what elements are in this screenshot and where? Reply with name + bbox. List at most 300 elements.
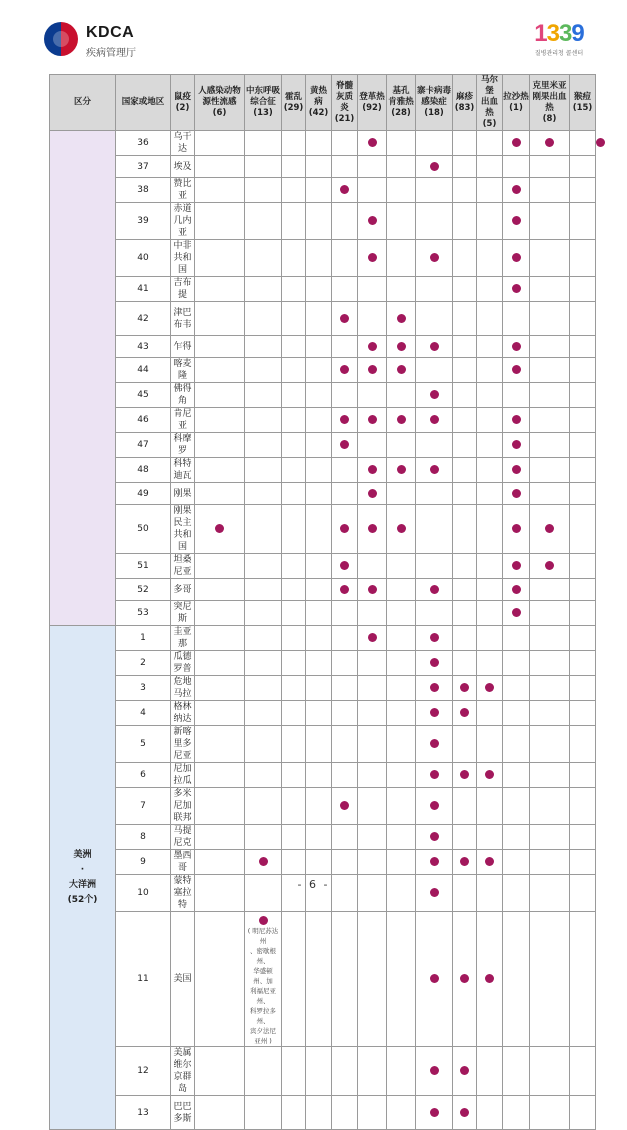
disease-cell xyxy=(477,850,503,875)
disease-cell xyxy=(245,458,282,483)
disease-cell xyxy=(332,178,358,203)
disease-cell xyxy=(195,554,245,579)
row-number: 11 xyxy=(116,912,171,1047)
row-number: 53 xyxy=(116,601,171,626)
table-row xyxy=(50,131,596,156)
disease-cell xyxy=(306,701,332,726)
disease-cell xyxy=(453,178,477,203)
disease-cell xyxy=(195,626,245,651)
hotline-number: 1339 xyxy=(534,20,584,47)
disease-cell xyxy=(416,850,453,875)
disease-cell xyxy=(306,788,332,825)
disease-cell xyxy=(477,788,503,825)
disease-cell xyxy=(306,277,332,302)
country-name: 刚果 xyxy=(171,483,195,505)
table-row xyxy=(50,554,596,579)
disease-cell xyxy=(387,601,416,626)
disease-cell xyxy=(570,1096,596,1130)
disease-cell xyxy=(306,505,332,554)
disease-cell xyxy=(387,178,416,203)
disease-cell xyxy=(570,383,596,408)
disease-cell xyxy=(387,383,416,408)
risk-dot-icon xyxy=(430,974,439,983)
country-name: 圭亚那 xyxy=(171,626,195,651)
risk-dot-icon xyxy=(397,342,406,351)
disease-cell xyxy=(245,240,282,277)
risk-dot-icon xyxy=(460,683,469,692)
disease-cell xyxy=(453,240,477,277)
disease-cell xyxy=(416,1047,453,1096)
disease-cell xyxy=(570,676,596,701)
disease-cell xyxy=(530,302,570,336)
country-name: 多哥 xyxy=(171,579,195,601)
disease-cell xyxy=(416,302,453,336)
disease-cell xyxy=(387,825,416,850)
risk-dot-icon xyxy=(430,390,439,399)
disease-cell xyxy=(570,726,596,763)
disease-cell xyxy=(245,483,282,505)
disease-cell xyxy=(387,1096,416,1130)
risk-dot-icon xyxy=(430,1066,439,1075)
disease-cell xyxy=(332,336,358,358)
table-row xyxy=(50,912,596,1047)
disease-cell xyxy=(358,433,387,458)
disease-cell xyxy=(503,156,530,178)
disease-cell xyxy=(453,1096,477,1130)
disease-cell xyxy=(503,825,530,850)
disease-cell xyxy=(530,383,570,408)
disease-cell xyxy=(570,912,596,1047)
disease-cell xyxy=(282,763,306,788)
country-name: 危地马拉 xyxy=(171,676,195,701)
disease-cell xyxy=(245,912,282,1047)
disease-cell xyxy=(416,383,453,408)
risk-dot-icon xyxy=(430,465,439,474)
disease-cell xyxy=(416,579,453,601)
us-states-note: ( 明尼苏达州 、密歇根州、 华盛顿州、加 利福尼亚州、 科罗拉多州、 宾夕法尼亚州 ) xyxy=(247,927,279,1045)
disease-cell xyxy=(503,240,530,277)
disease-cell xyxy=(195,726,245,763)
disease-cell xyxy=(453,788,477,825)
disease-cell xyxy=(358,651,387,676)
disease-cell xyxy=(332,277,358,302)
disease-cell xyxy=(245,336,282,358)
disease-cell xyxy=(503,579,530,601)
disease-cell xyxy=(416,408,453,433)
risk-dot-icon xyxy=(512,608,521,617)
column-header: 登革热 (92) xyxy=(358,75,387,131)
disease-cell xyxy=(416,676,453,701)
risk-dot-icon xyxy=(430,801,439,810)
disease-cell xyxy=(530,408,570,433)
row-number: 52 xyxy=(116,579,171,601)
table-row xyxy=(50,825,596,850)
disease-cell xyxy=(477,383,503,408)
disease-cell xyxy=(332,601,358,626)
disease-cell xyxy=(503,203,530,240)
risk-dot-icon xyxy=(460,770,469,779)
disease-cell xyxy=(282,788,306,825)
disease-cell xyxy=(503,701,530,726)
disease-cell xyxy=(387,701,416,726)
disease-cell xyxy=(416,203,453,240)
table-row xyxy=(50,358,596,383)
disease-cell xyxy=(358,579,387,601)
risk-dot-icon xyxy=(397,365,406,374)
disease-cell xyxy=(453,763,477,788)
table-row xyxy=(50,601,596,626)
disease-cell xyxy=(387,850,416,875)
risk-dot-icon xyxy=(259,857,268,866)
table-row xyxy=(50,626,596,651)
region-cell-americas-oceania: 美洲 · 大洋洲 (52个) xyxy=(50,626,116,1130)
disease-cell xyxy=(306,336,332,358)
disease-cell xyxy=(282,458,306,483)
country-name: 格林纳达 xyxy=(171,701,195,726)
country-name: 乍得 xyxy=(171,336,195,358)
disease-cell xyxy=(306,850,332,875)
disease-cell xyxy=(477,601,503,626)
risk-dot-icon xyxy=(430,739,439,748)
disease-cell xyxy=(358,178,387,203)
disease-cell xyxy=(195,178,245,203)
disease-cell xyxy=(358,825,387,850)
disease-cell xyxy=(387,554,416,579)
disease-cell xyxy=(453,458,477,483)
disease-cell xyxy=(477,763,503,788)
disease-cell xyxy=(570,579,596,601)
risk-dot-icon xyxy=(340,415,349,424)
disease-cell xyxy=(282,178,306,203)
disease-cell xyxy=(306,131,332,156)
disease-cell xyxy=(453,912,477,1047)
country-name: 埃及 xyxy=(171,156,195,178)
disease-cell xyxy=(387,277,416,302)
disease-cell xyxy=(453,554,477,579)
disease-cell xyxy=(332,626,358,651)
disease-cell xyxy=(530,676,570,701)
risk-dot-icon xyxy=(430,658,439,667)
disease-cell xyxy=(195,505,245,554)
disease-cell xyxy=(503,131,530,156)
disease-cell xyxy=(358,1096,387,1130)
disease-cell xyxy=(503,505,530,554)
risk-dot-icon xyxy=(460,1108,469,1117)
disease-cell xyxy=(416,178,453,203)
disease-cell xyxy=(570,505,596,554)
column-header: 中东呼吸 综合征 (13) xyxy=(245,75,282,131)
disease-cell xyxy=(387,651,416,676)
risk-dot-icon xyxy=(430,162,439,171)
disease-cell xyxy=(477,203,503,240)
table-row xyxy=(50,383,596,408)
disease-cell xyxy=(332,505,358,554)
disease-cell xyxy=(195,408,245,433)
disease-cell xyxy=(306,358,332,383)
disease-cell xyxy=(245,554,282,579)
column-header: 国家或地区 xyxy=(116,75,171,131)
disease-cell xyxy=(570,651,596,676)
risk-dot-icon xyxy=(340,524,349,533)
disease-cell xyxy=(477,131,503,156)
disease-cell xyxy=(332,701,358,726)
disease-cell xyxy=(282,554,306,579)
disease-cell xyxy=(387,358,416,383)
disease-cell xyxy=(477,701,503,726)
infectious-disease-country-table xyxy=(49,74,596,1130)
disease-cell xyxy=(245,1047,282,1096)
disease-cell xyxy=(245,726,282,763)
hotline-subtitle: 질병관리청 콜센터 xyxy=(534,50,584,57)
disease-cell xyxy=(570,788,596,825)
disease-cell xyxy=(477,726,503,763)
table-row xyxy=(50,458,596,483)
risk-dot-icon xyxy=(512,365,521,374)
risk-dot-icon xyxy=(512,415,521,424)
disease-cell xyxy=(503,850,530,875)
disease-cell xyxy=(477,676,503,701)
disease-cell xyxy=(503,483,530,505)
disease-cell xyxy=(332,579,358,601)
table-row xyxy=(50,1096,596,1130)
hotline-1339-logo xyxy=(525,22,593,60)
risk-dot-icon xyxy=(512,253,521,262)
disease-cell xyxy=(332,850,358,875)
risk-dot-icon xyxy=(512,561,521,570)
disease-cell xyxy=(503,178,530,203)
risk-dot-icon xyxy=(512,216,521,225)
disease-cell xyxy=(358,383,387,408)
risk-dot-icon xyxy=(368,138,377,147)
disease-cell xyxy=(503,336,530,358)
disease-cell xyxy=(453,203,477,240)
row-number: 48 xyxy=(116,458,171,483)
column-header: 拉沙热 (1) xyxy=(503,75,530,131)
disease-cell xyxy=(453,302,477,336)
table-row xyxy=(50,178,596,203)
risk-dot-icon xyxy=(512,342,521,351)
country-name: 科特迪瓦 xyxy=(171,458,195,483)
disease-cell xyxy=(195,763,245,788)
disease-cell xyxy=(358,726,387,763)
column-header: 克里米亚 刚果出血热 (8) xyxy=(530,75,570,131)
disease-cell xyxy=(453,277,477,302)
disease-cell xyxy=(387,336,416,358)
disease-cell xyxy=(416,240,453,277)
risk-dot-icon xyxy=(397,465,406,474)
country-name: 马提尼克 xyxy=(171,825,195,850)
disease-cell xyxy=(306,676,332,701)
row-number: 47 xyxy=(116,433,171,458)
table-header-row xyxy=(50,75,596,131)
disease-cell xyxy=(282,579,306,601)
disease-cell xyxy=(503,458,530,483)
disease-cell xyxy=(332,1096,358,1130)
risk-dot-icon xyxy=(545,524,554,533)
row-number: 5 xyxy=(116,726,171,763)
disease-cell xyxy=(477,408,503,433)
disease-cell xyxy=(503,601,530,626)
disease-cell xyxy=(387,203,416,240)
disease-cell xyxy=(503,358,530,383)
disease-cell xyxy=(195,579,245,601)
disease-cell xyxy=(530,726,570,763)
disease-cell xyxy=(477,240,503,277)
table-row xyxy=(50,850,596,875)
disease-cell xyxy=(416,763,453,788)
disease-cell xyxy=(245,302,282,336)
risk-dot-icon xyxy=(512,489,521,498)
row-number: 9 xyxy=(116,850,171,875)
disease-cell xyxy=(503,383,530,408)
disease-cell xyxy=(282,726,306,763)
disease-cell xyxy=(453,701,477,726)
risk-dot-icon xyxy=(340,440,349,449)
disease-cell xyxy=(195,676,245,701)
country-name: 赤道几内亚 xyxy=(171,203,195,240)
table-row xyxy=(50,579,596,601)
disease-cell xyxy=(282,156,306,178)
risk-dot-icon xyxy=(340,314,349,323)
disease-cell xyxy=(387,726,416,763)
disease-cell xyxy=(332,1047,358,1096)
country-name: 肯尼亚 xyxy=(171,408,195,433)
disease-cell xyxy=(530,701,570,726)
kdca-logo-text: KDCA xyxy=(86,24,135,41)
risk-dot-icon xyxy=(430,342,439,351)
disease-cell xyxy=(570,358,596,383)
disease-cell xyxy=(530,651,570,676)
risk-dot-icon xyxy=(368,415,377,424)
disease-cell xyxy=(358,1047,387,1096)
disease-cell xyxy=(453,156,477,178)
disease-cell xyxy=(387,156,416,178)
disease-cell xyxy=(306,240,332,277)
disease-cell xyxy=(332,240,358,277)
disease-cell xyxy=(306,554,332,579)
risk-dot-icon xyxy=(485,770,494,779)
risk-dot-icon xyxy=(460,708,469,717)
row-number: 8 xyxy=(116,825,171,850)
risk-dot-icon xyxy=(512,138,521,147)
disease-cell xyxy=(477,483,503,505)
disease-cell xyxy=(503,912,530,1047)
disease-cell xyxy=(503,1096,530,1130)
disease-cell xyxy=(306,1096,332,1130)
disease-cell xyxy=(503,433,530,458)
disease-cell xyxy=(530,156,570,178)
disease-cell xyxy=(416,358,453,383)
disease-cell xyxy=(358,408,387,433)
disease-cell xyxy=(453,408,477,433)
disease-cell xyxy=(332,458,358,483)
country-name: 突尼斯 xyxy=(171,601,195,626)
disease-cell xyxy=(477,505,503,554)
disease-cell xyxy=(530,1096,570,1130)
table-row xyxy=(50,336,596,358)
column-header: 区分 xyxy=(50,75,116,131)
country-name: 尼加拉瓜 xyxy=(171,763,195,788)
disease-cell xyxy=(195,156,245,178)
table-row xyxy=(50,203,596,240)
disease-cell xyxy=(245,433,282,458)
disease-cell xyxy=(503,408,530,433)
disease-cell xyxy=(387,131,416,156)
risk-dot-icon xyxy=(397,314,406,323)
disease-cell xyxy=(570,277,596,302)
risk-dot-icon xyxy=(368,465,377,474)
risk-dot-icon xyxy=(430,585,439,594)
disease-cell xyxy=(306,302,332,336)
column-header: 猴痘 (15) xyxy=(570,75,596,131)
disease-cell xyxy=(530,433,570,458)
risk-dot-icon xyxy=(368,489,377,498)
disease-cell xyxy=(530,458,570,483)
row-number: 3 xyxy=(116,676,171,701)
kdca-logo xyxy=(44,22,164,60)
disease-cell xyxy=(387,505,416,554)
disease-cell xyxy=(477,358,503,383)
disease-cell xyxy=(530,601,570,626)
disease-cell xyxy=(245,825,282,850)
disease-cell xyxy=(477,554,503,579)
disease-cell xyxy=(503,1047,530,1096)
disease-cell xyxy=(570,336,596,358)
country-name: 美国 xyxy=(171,912,195,1047)
disease-cell xyxy=(245,178,282,203)
disease-cell xyxy=(387,240,416,277)
row-number: 12 xyxy=(116,1047,171,1096)
disease-cell xyxy=(332,788,358,825)
disease-cell xyxy=(282,408,306,433)
disease-cell xyxy=(570,701,596,726)
risk-dot-icon xyxy=(340,365,349,374)
disease-cell xyxy=(358,788,387,825)
disease-cell xyxy=(332,483,358,505)
disease-cell xyxy=(195,458,245,483)
disease-cell xyxy=(570,554,596,579)
disease-cell xyxy=(453,433,477,458)
table-row xyxy=(50,726,596,763)
kdca-logo-subtitle: 疾病管理厅 xyxy=(86,48,136,59)
country-name: 坦桑尼亚 xyxy=(171,554,195,579)
disease-cell xyxy=(453,358,477,383)
disease-cell xyxy=(195,240,245,277)
disease-cell xyxy=(477,156,503,178)
disease-cell xyxy=(282,383,306,408)
table-row xyxy=(50,240,596,277)
disease-cell xyxy=(245,505,282,554)
disease-cell xyxy=(530,240,570,277)
disease-cell xyxy=(195,1047,245,1096)
column-header: 基孔 肯雅热 (28) xyxy=(387,75,416,131)
disease-cell xyxy=(195,601,245,626)
disease-cell xyxy=(416,601,453,626)
row-number: 50 xyxy=(116,505,171,554)
row-number: 41 xyxy=(116,277,171,302)
disease-cell xyxy=(358,601,387,626)
disease-cell xyxy=(282,651,306,676)
disease-cell xyxy=(282,240,306,277)
disease-cell xyxy=(387,483,416,505)
country-name: 美属 维尔京群岛 xyxy=(171,1047,195,1096)
disease-cell xyxy=(416,458,453,483)
disease-cell xyxy=(477,277,503,302)
disease-cell xyxy=(503,763,530,788)
disease-cell xyxy=(245,701,282,726)
risk-dot-icon xyxy=(430,633,439,642)
country-name: 科摩罗 xyxy=(171,433,195,458)
